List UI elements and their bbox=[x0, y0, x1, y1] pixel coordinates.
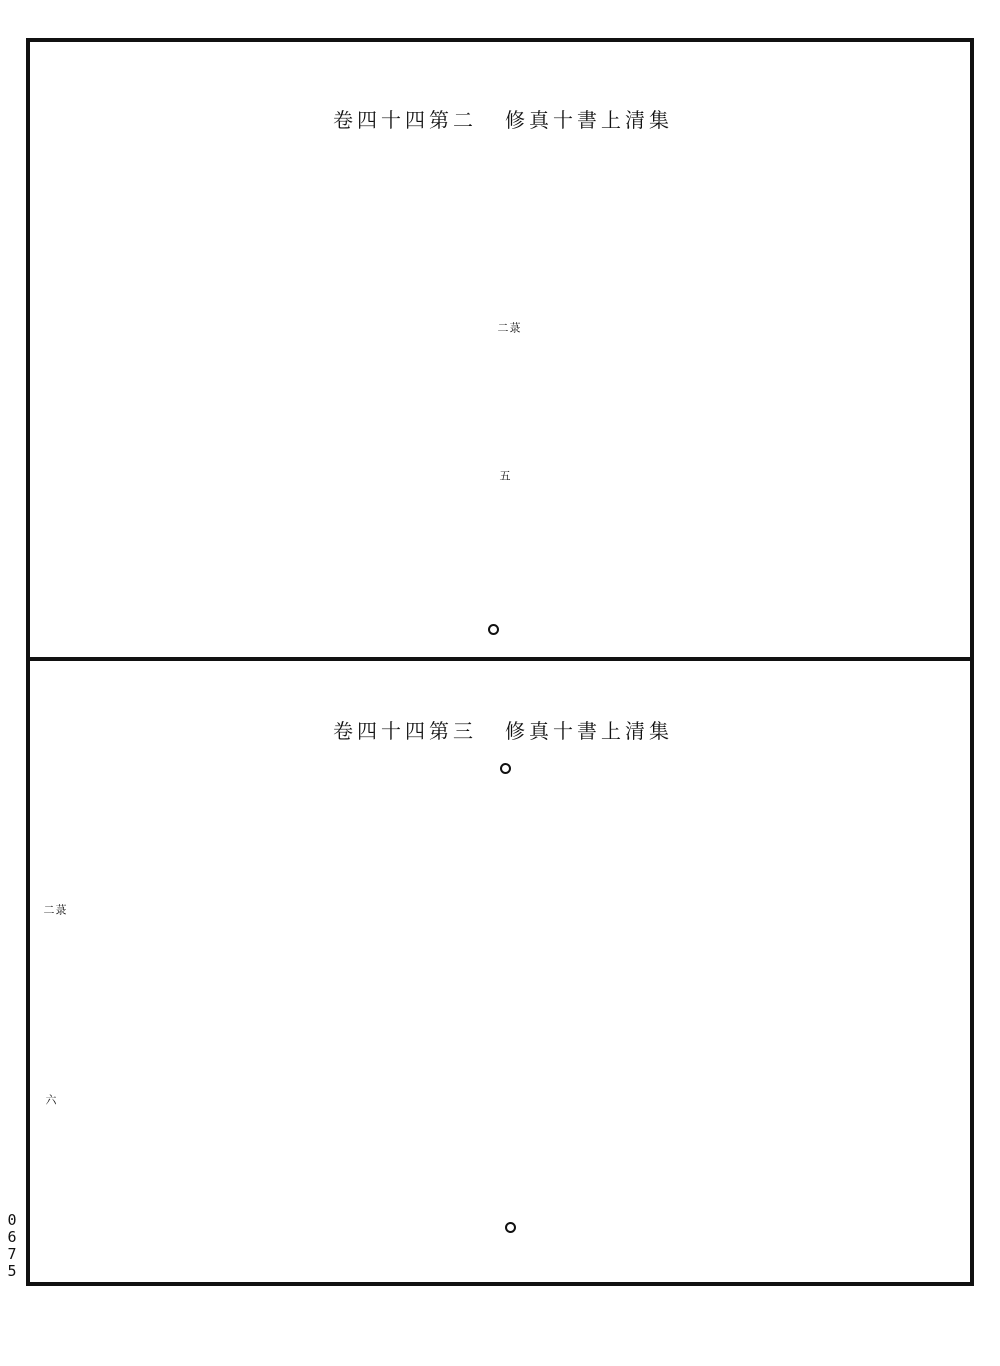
top-punctuation-circle bbox=[488, 624, 499, 635]
page-divider bbox=[26, 657, 974, 661]
top-book-title: 修真十書上清集 bbox=[505, 108, 673, 132]
bottom-volume-label: 卷四十四第三 bbox=[333, 719, 477, 743]
bottom-punctuation-circle-top bbox=[500, 763, 511, 774]
page-frame bbox=[26, 38, 974, 1286]
top-margin-mark-page: 五 bbox=[498, 470, 511, 481]
bottom-margin-mark-fold: 菉二 bbox=[42, 904, 67, 915]
bottom-book-title: 修真十書上清集 bbox=[505, 719, 673, 743]
top-running-header bbox=[333, 104, 673, 133]
bottom-running-header bbox=[333, 715, 673, 744]
bottom-margin-mark-page: 六 bbox=[44, 1094, 57, 1105]
side-page-number: 0675 bbox=[7, 1211, 17, 1280]
bottom-punctuation-circle-bottom bbox=[505, 1222, 516, 1233]
top-volume-label: 卷四十四第二 bbox=[333, 108, 477, 132]
top-margin-mark-fold: 菉二 bbox=[496, 322, 521, 333]
